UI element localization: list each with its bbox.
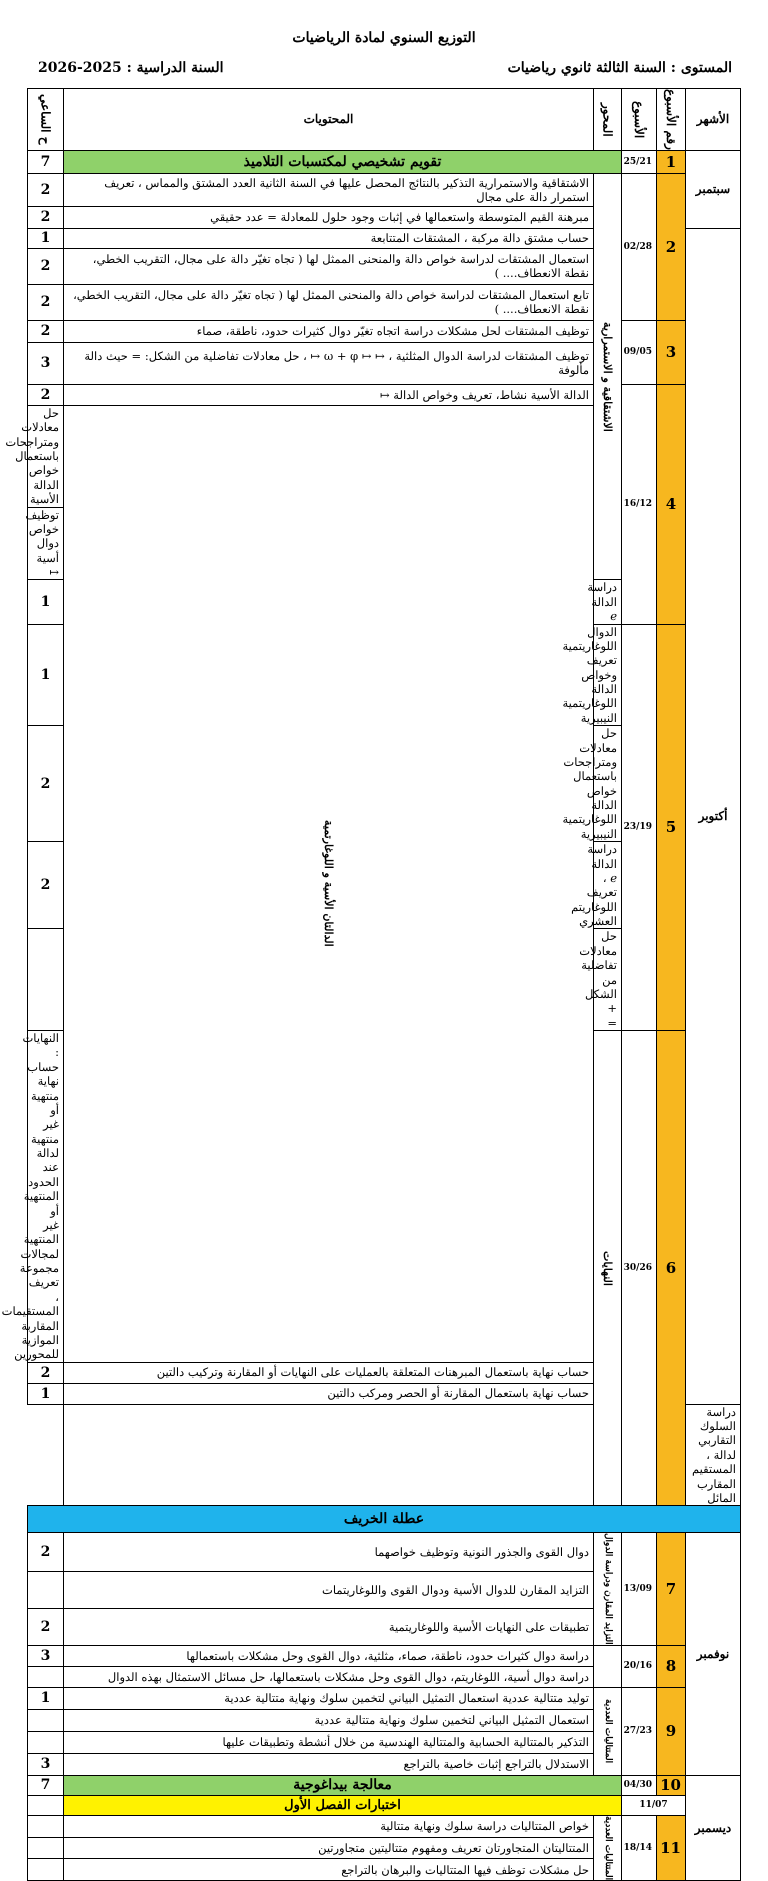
week-dates-cell: 20/16 — [622, 1645, 657, 1687]
content-cell: خواص المتتاليات دراسة سلوك ونهاية متتالية — [64, 1815, 594, 1837]
table-row — [28, 1506, 741, 1533]
table-row — [28, 173, 741, 206]
week-dates-cell: 04/30 — [622, 1775, 657, 1795]
content-cell: تطبيقات على النهايات الأسية واللوغاريتمية — [64, 1608, 594, 1645]
month-cell: نوفمبر — [686, 1533, 741, 1776]
axis-cell: المتتاليات العددية — [594, 1687, 622, 1775]
week-number-cell: 4 — [657, 384, 686, 624]
week-number-cell: 6 — [657, 1031, 686, 1506]
hours-cell: 2 — [28, 206, 64, 228]
hours-cell: 1 — [28, 1383, 64, 1404]
table-row — [28, 1533, 741, 1572]
week-dates-cell: 18/14 — [622, 1815, 657, 1880]
content-cell: دوال القوى والجذور النونية وتوظيف خواصهما — [64, 1533, 594, 1572]
week-number-cell: 2 — [657, 173, 686, 320]
school-year: السنة الدراسية : 2025-2026 — [38, 60, 224, 76]
content-cell: حساب نهاية باستعمال المبرهنات المتعلقة بالعمليات على النهايات أو المقارنة وتركيب دالتين — [64, 1362, 594, 1383]
content-cell: دراسة دوال أسية، اللوغاريتم، دوال القوى وحل مشكلات باستعمالها، حل مسائل الاستمثال بهذه الدوال — [64, 1666, 594, 1687]
week-dates-cell: 16/12 — [622, 384, 657, 624]
month-cell: سبتمبر — [686, 150, 741, 228]
content-cell: الاستدلال بالتراجع إثبات خاصية بالتراجع — [64, 1753, 594, 1775]
month-cell: ديسمبر — [686, 1775, 741, 1880]
content-cell: الاشتقاقية والاستمرارية التذكير بالنتائج المحصل عليها في السنة الثانية العدد المشتق والمماس ، تعريف استمرار دالة على مجال — [64, 173, 594, 206]
axis-cell: النهايات — [594, 1031, 622, 1506]
axis-cell: الدالتان الأسية و اللوغارتمية — [64, 405, 594, 1362]
hours-cell: 2 — [28, 842, 64, 929]
week-dates-cell: 30/26 — [622, 1031, 657, 1506]
week-number-header: رقم الأسبوع — [657, 89, 686, 151]
content-cell: المتتاليتان المتجاورتان تعريف ومفهوم متتاليتين متجاورتين — [64, 1837, 594, 1859]
content-cell: حساب نهاية باستعمال المقارنة أو الحصر ومركب دالتين — [64, 1383, 594, 1404]
week-number-cell: 3 — [657, 320, 686, 384]
content-cell: استعمال المشتقات لدراسة خواص دالة والمنحنى الممثل لها ( تجاه تغيّر دالة على مجال، التقريب الخطي، نقطة الانعطاف.... ) — [64, 248, 594, 284]
axis-cell: المتتاليات العددية — [594, 1815, 622, 1880]
axis-cell: التزايد المقارن ودراسة الدوال — [594, 1533, 622, 1646]
hours-cell — [28, 1859, 64, 1881]
table-row — [28, 1775, 741, 1795]
hours-header: ح الساعي — [28, 89, 64, 151]
content-cell: حساب مشتق دالة مركبة ، المشتقات المتتابعة — [64, 228, 594, 248]
months-header: الأشهر — [686, 89, 741, 151]
content-cell: الدوال اللوغاريتمية تعريف وخواص الدالة اللوغاريتمية النيبيرية — [594, 624, 622, 726]
hours-cell — [28, 1795, 64, 1815]
table-row — [28, 320, 741, 342]
week-number-cell: 9 — [657, 1687, 686, 1775]
week-dates-cell: 11/07 — [622, 1795, 686, 1815]
hours-cell: 2 — [28, 320, 64, 342]
content-cell: توليد متتالية عددية استعمال التمثيل البياني لتخمين سلوك ونهاية متتالية عددية — [64, 1687, 594, 1709]
hours-cell: 2 — [28, 726, 64, 842]
content-cell: توظيف خواص دوال أسية ↦ — [28, 507, 64, 580]
hours-cell — [28, 1709, 64, 1731]
diagnostic-banner: تقويم تشخيصي لمكتسبات التلاميذ — [64, 150, 622, 173]
hours-cell: 2 — [28, 173, 64, 206]
content-cell: توظيف المشتقات لحل مشكلات دراسة اتجاه تغيّر دوال كثيرات حدود، ناطقة، صماء — [64, 320, 594, 342]
content-cell: التذكير بالمتتالية الحسابية والمتتالية الهندسية من خلال أنشطة وتطبيقات عليها — [64, 1731, 594, 1753]
hours-cell: 3 — [28, 342, 64, 384]
table-header-row — [28, 89, 741, 151]
hours-cell: 2 — [28, 284, 64, 320]
hours-cell — [28, 1815, 64, 1837]
week-number-cell: 11 — [657, 1815, 686, 1880]
class-level: المستوى : السنة الثالثة ثانوي رياضيات — [507, 60, 732, 76]
hours-cell: 7 — [28, 1775, 64, 1795]
week-number-cell: 7 — [657, 1533, 686, 1646]
content-cell: توظيف المشتقات لدراسة الدوال المثلثية ، ↦ ↦ ω + φ ↦ ، حل معادلات تفاضلية من الشكل: = حيث دالة مألوفة — [64, 342, 594, 384]
table-row — [28, 1815, 741, 1837]
week-dates-cell: 13/09 — [622, 1533, 657, 1646]
week-dates-cell: 23/19 — [622, 624, 657, 1031]
hours-cell: 3 — [28, 1753, 64, 1775]
content-cell: دراسة الدالة ℯ — [594, 580, 622, 624]
document-title: التوزيع السنوي لمادة الرياضيات — [292, 30, 476, 46]
week-dates-cell: 25/21 — [622, 150, 657, 173]
content-cell: حل معادلات تفاضلية من الشكل + = — [594, 929, 622, 1031]
hours-cell — [28, 1731, 64, 1753]
hours-cell: 2 — [28, 384, 64, 405]
table-row — [28, 384, 741, 405]
hours-cell: 7 — [28, 150, 64, 173]
hours-cell — [28, 1572, 64, 1609]
hours-cell — [28, 1837, 64, 1859]
hours-cell — [64, 1404, 594, 1506]
week-dates-cell: 02/28 — [622, 173, 657, 320]
hours-cell: 1 — [28, 580, 64, 624]
hours-cell: 1 — [28, 1687, 64, 1709]
contents-header: المحتويات — [64, 89, 594, 151]
hours-cell: 2 — [28, 248, 64, 284]
hours-cell: 1 — [28, 228, 64, 248]
week-number-cell: 1 — [657, 150, 686, 173]
content-cell: النهايات : حساب نهاية منتهية أو غير منتهية لدالة عند الحدود المنتهية أو غير المنتهية لمجالات مجموعة تعريف ، المستقيمات المقاربة الموازية للمحورين — [28, 1031, 64, 1363]
week-number-cell: 5 — [657, 624, 686, 1031]
axis-cell: الاشتقاقية و الاستمرارية — [594, 173, 622, 580]
annual-distribution-table — [1, 88, 741, 1881]
table-row — [28, 1645, 741, 1666]
axis-cell — [594, 1645, 622, 1687]
hours-cell — [28, 929, 64, 1031]
content-cell: حل مشكلات توظف فيها المتتاليات والبرهان بالتراجع — [64, 1859, 594, 1881]
content-cell: مبرهنة القيم المتوسطة واستعمالها في إثبات وجود حلول للمعادلة = عدد حقيقي — [64, 206, 594, 228]
content-cell: حل معادلات ومتراجحات باستعمال خواص الدالة الأسية — [28, 405, 64, 507]
hours-cell: 3 — [28, 1645, 64, 1666]
axis-header: المحور — [594, 89, 622, 151]
week-number-cell: 8 — [657, 1645, 686, 1687]
table-row — [28, 150, 741, 173]
autumn-break-banner: عطلة الخريف — [28, 1506, 741, 1533]
hours-cell: 2 — [28, 1533, 64, 1572]
content-cell: استعمال التمثيل البياني لتخمين سلوك ونهاية متتالية عددية — [64, 1709, 594, 1731]
content-cell: تابع استعمال المشتقات لدراسة خواص دالة والمنحنى الممثل لها ( تجاه تغيّر دالة على مجال، التقريب الخطي، نقطة الانعطاف.... ) — [64, 284, 594, 320]
exams-banner: اختبارات الفصل الأول — [64, 1795, 622, 1815]
hours-cell: 1 — [28, 624, 64, 726]
content-cell: دراسة دوال كثيرات حدود، ناطقة، صماء، مثلثية، دوال القوى وحل مشكلات باستعمالها — [64, 1645, 594, 1666]
table-row — [28, 1687, 741, 1709]
week-dates-cell: 27/23 — [622, 1687, 657, 1775]
week-number-cell: 10 — [657, 1775, 686, 1795]
hours-cell: 2 — [28, 1362, 64, 1383]
table-row — [28, 1795, 741, 1815]
content-cell: التزايد المقارن للدوال الأسية ودوال القوى واللوغاريتمات — [64, 1572, 594, 1609]
week-header: الأسبوع — [622, 89, 657, 151]
month-cell: أكتوبر — [686, 228, 741, 1404]
content-cell: الدالة الأسية نشاط، تعريف وخواص الدالة ↦ — [64, 384, 594, 405]
content-cell: دراسة السلوك التقاربي لدالة ، المستقيم المقارب المائل — [686, 1404, 741, 1506]
hours-cell — [28, 1666, 64, 1687]
content-cell: دراسة الدالة ℯ ، تعريف اللوغاريتم العشري — [594, 842, 622, 929]
week-dates-cell: 09/05 — [622, 320, 657, 384]
content-cell: حل معادلات ومتراجحات باستعمال خواص الدالة اللوغاريتمية النيبيرية — [594, 726, 622, 842]
hours-cell: 2 — [28, 1608, 64, 1645]
remediation-banner: معالجة بيداغوجية — [64, 1775, 622, 1795]
